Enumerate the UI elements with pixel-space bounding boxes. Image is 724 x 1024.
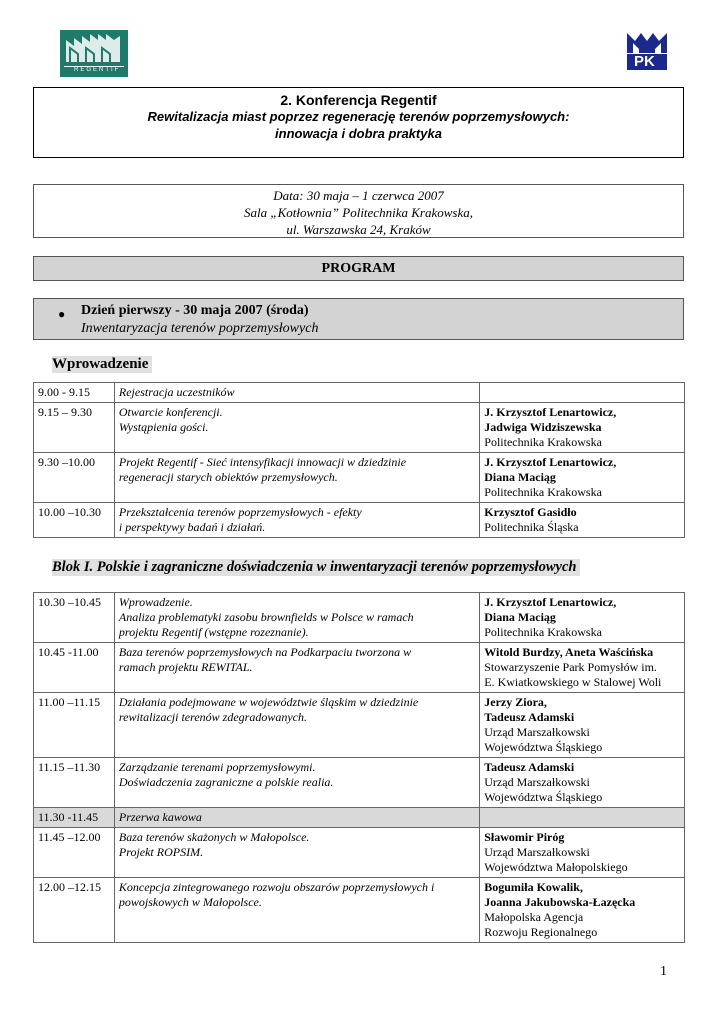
session-topic-line: i perspektywy badań i działań. <box>118 520 266 534</box>
session-time: 10.00 –10.30 <box>34 503 115 538</box>
speaker-organization: Małopolska Agencja <box>484 910 584 924</box>
session-speakers <box>480 878 685 943</box>
regentif-logo <box>60 30 128 77</box>
session-topic <box>114 453 479 503</box>
speaker-name: Tadeusz Adamski <box>484 760 575 774</box>
session-topic-line: Wprowadzenie. <box>118 595 193 609</box>
speaker-name: Diana Maciąg <box>484 470 556 484</box>
session-topic-line: Koncepcja zintegrowanego rozwoju obszarów poprzemysłowych i <box>118 880 435 894</box>
session-speakers <box>480 593 685 643</box>
session-topic-line: Doświadczenia zagraniczne a polskie realia. <box>118 775 334 789</box>
table-row <box>34 403 685 453</box>
session-topic-line: Projekt ROPSIM. <box>118 845 204 859</box>
session-topic-line: projektu Regentif (wstępne rozeznanie). <box>118 625 309 639</box>
speaker-organization: Urząd Marszałkowski <box>484 725 590 739</box>
table-row <box>34 758 685 808</box>
session-speakers <box>480 643 685 693</box>
session-topic-line: Działania podejmowane w województwie śląskim w dziedzinie <box>118 695 419 709</box>
table-row <box>34 828 685 878</box>
session-speakers <box>480 758 685 808</box>
speaker-name: Joanna Jakubowska-Łazęcka <box>484 895 636 909</box>
speaker-organization: Politechnika Krakowska <box>484 625 602 639</box>
speaker-organization: Urząd Marszałkowski <box>484 845 590 859</box>
session-time: 11.15 –11.30 <box>34 758 115 808</box>
day-heading <box>33 298 684 340</box>
session-topic-line: Baza terenów skażonych w Małopolsce. <box>118 830 310 844</box>
program-heading: PROGRAM <box>33 256 684 281</box>
session-topic <box>114 503 479 538</box>
speaker-organization: Politechnika Krakowska <box>484 485 602 499</box>
session-speakers <box>480 453 685 503</box>
speaker-name: Krzysztof Gasidło <box>484 505 577 519</box>
table-row <box>34 383 685 403</box>
page-number: 1 <box>660 964 667 979</box>
session-topic <box>114 593 479 643</box>
session-time: 10.30 –10.45 <box>34 593 115 643</box>
session-topic-line: Zarządzanie terenami poprzemysłowymi. <box>118 760 316 774</box>
session-time: 9.00 - 9.15 <box>34 383 115 403</box>
session-topic-line: ramach projektu REWITAL. <box>118 660 253 674</box>
speaker-name: Jerzy Ziora, <box>484 695 547 709</box>
speaker-organization: Województwa Śląskiego <box>484 740 603 754</box>
speaker-name: J. Krzysztof Lenartowicz, <box>484 455 617 469</box>
session-topic <box>114 403 479 453</box>
bullet-icon: ● <box>58 307 66 321</box>
table-row <box>34 693 685 758</box>
session-speakers <box>480 828 685 878</box>
conference-header <box>33 87 684 158</box>
session-topic <box>114 808 479 828</box>
table-row <box>34 503 685 538</box>
speaker-organization: Urząd Marszałkowski <box>484 775 590 789</box>
session-time: 11.45 –12.00 <box>34 828 115 878</box>
session-topic-line: rewitalizacji terenów zdegradowanych. <box>118 710 307 724</box>
table-row <box>34 643 685 693</box>
speaker-name: Sławomir Piróg <box>484 830 565 844</box>
event-date: Data: 30 maja – 1 czerwca 2007 <box>273 188 444 203</box>
event-address: ul. Warszawska 24, Kraków <box>286 222 431 237</box>
speaker-organization: Województwa Małopolskiego <box>484 860 628 874</box>
pk-logo <box>625 29 669 71</box>
event-info <box>33 184 684 238</box>
table-row <box>34 808 685 828</box>
session-topic-line: powojskowych w Małopolsce. <box>118 895 262 909</box>
session-topic-line: regeneracji starych obiektów przemysłowych. <box>118 470 338 484</box>
speaker-organization: Politechnika Śląska <box>484 520 579 534</box>
day-subtitle: Inwentaryzacja terenów poprzemysłowych <box>81 321 319 336</box>
session-time: 10.45 -11.00 <box>34 643 115 693</box>
session-speakers <box>480 383 685 403</box>
session-time: 11.00 –11.15 <box>34 693 115 758</box>
speaker-name: Diana Maciąg <box>484 610 556 624</box>
schedule-table-block1 <box>33 592 685 943</box>
speaker-organization: Rozwoju Regionalnego <box>484 925 598 939</box>
event-venue: Sala „Kotłownia” Politechnika Krakowska, <box>244 205 473 220</box>
session-speakers <box>480 503 685 538</box>
regentif-logo-text: REGENTIF <box>74 67 121 73</box>
speaker-name: Bogumiła Kowalik, <box>484 880 583 894</box>
session-topic-line: Baza terenów poprzemysłowych na Podkarpaciu tworzona w <box>118 645 412 659</box>
session-topic <box>114 828 479 878</box>
session-speakers <box>480 403 685 453</box>
day-title: Dzień pierwszy - 30 maja 2007 (środa) <box>81 303 309 318</box>
session-time: 9.30 –10.00 <box>34 453 115 503</box>
session-topic-line: Przerwa kawowa <box>118 810 202 824</box>
speaker-name: J. Krzysztof Lenartowicz, <box>484 405 617 419</box>
session-topic-line: Projekt Regentif - Sieć intensyfikacji innowacji w dziedzinie <box>118 455 407 469</box>
session-speakers <box>480 693 685 758</box>
speaker-organization: E. Kwiatkowskiego w Stalowej Woli <box>484 675 662 689</box>
speaker-organization: Województwa Śląskiego <box>484 790 603 804</box>
conference-title: 2. Konferencja Regentif <box>280 92 437 108</box>
session-topic-line: Przekształcenia terenów poprzemysłowych - efekty <box>118 505 362 519</box>
speaker-name: Witold Burdzy, Aneta Waścińska <box>484 645 654 659</box>
session-time: 11.30 -11.45 <box>34 808 115 828</box>
session-topic-line: Wystąpienia gości. <box>118 420 209 434</box>
session-time: 12.00 –12.15 <box>34 878 115 943</box>
speaker-name: Jadwiga Widziszewska <box>484 420 602 434</box>
speaker-organization: Politechnika Krakowska <box>484 435 602 449</box>
table-row <box>34 593 685 643</box>
speaker-name: Tadeusz Adamski <box>484 710 575 724</box>
session-speakers <box>480 808 685 828</box>
pk-logo-text: PK <box>634 53 655 70</box>
session-topic <box>114 758 479 808</box>
session-topic-line: Analiza problematyki zasobu brownfields w Polsce w ramach <box>118 610 414 624</box>
session-topic <box>114 878 479 943</box>
session-topic <box>114 383 479 403</box>
table-row <box>34 878 685 943</box>
conference-subtitle-line1: Rewitalizacja miast poprzez regenerację terenów poprzemysłowych: <box>147 109 570 124</box>
table-row <box>34 453 685 503</box>
section-heading-block1: Blok I. Polskie i zagraniczne doświadczenia w inwentaryzacji terenów poprzemysłowych <box>52 559 580 576</box>
section-heading-intro: Wprowadzenie <box>52 356 152 373</box>
speaker-name: J. Krzysztof Lenartowicz, <box>484 595 617 609</box>
session-topic-line: Otwarcie konferencji. <box>118 405 223 419</box>
session-topic <box>114 693 479 758</box>
session-topic-line: Rejestracja uczestników <box>118 385 235 399</box>
conference-subtitle-line2: innowacja i dobra praktyka <box>275 126 442 141</box>
session-topic <box>114 643 479 693</box>
schedule-table-intro <box>33 382 685 538</box>
session-time: 9.15 – 9.30 <box>34 403 115 453</box>
speaker-organization: Stowarzyszenie Park Pomysłów im. <box>484 660 657 674</box>
